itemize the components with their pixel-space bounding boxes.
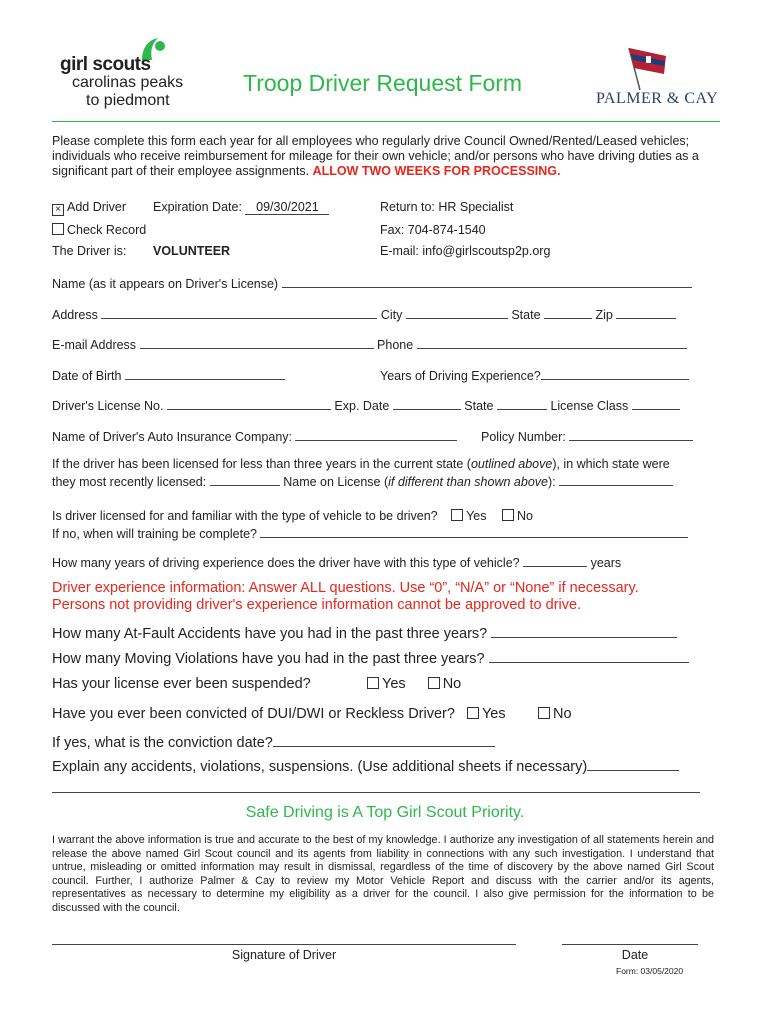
licensed-q1-italic: outlined above — [470, 457, 553, 471]
dui-no-checkbox[interactable] — [538, 707, 550, 719]
warrant-text: I warrant the above information is true and accurate to the best of my knowledge. I authorize any investigation of all statements herein and release the above named Girl Scout council and its agents from liability in connections with any such investigation. I understand that untrue, misleading or omitted information may result in dismissal, regardless of the time of discovery by the above named Girl Scout council. Further, I authorize Palmer & Cay to review my Motor Vehicle Report and discuss with the carrier and/or its agents, representatives as necessary to determine my eligibility as a driver for the council. I also give permission for the information to be discussed with the council. — [52, 834, 714, 914]
insurance-row — [52, 427, 457, 444]
violations-label: How many Moving Violations have you had in the past three years? — [52, 651, 485, 667]
policy-row — [481, 427, 693, 444]
check-record-label: Check Record — [67, 223, 147, 237]
exp-info-2: Persons not providing driver's experience information cannot be approved to drive. — [52, 597, 582, 613]
conviction-label: If yes, what is the conviction date? — [52, 735, 273, 751]
dob-label: Date of Birth — [52, 369, 122, 383]
name-label: Name (as it appears on Driver's License) — [52, 277, 279, 291]
email-label: E-mail Address — [52, 338, 137, 352]
name-on-license-label: Name on License ( — [283, 475, 389, 489]
suspended-row — [52, 676, 311, 692]
add-driver-row — [52, 200, 126, 216]
logo-line1: girl scouts — [60, 54, 151, 75]
dui-no-option — [538, 706, 572, 722]
flag-icon — [626, 46, 670, 92]
email-row — [52, 335, 687, 352]
palmer-cay-logo — [596, 46, 726, 116]
suspended-options — [367, 676, 461, 692]
form-date: Form: 03/05/2020 — [616, 966, 684, 976]
name-on-license-input[interactable] — [559, 472, 673, 486]
palmer-cay-text: PALMER & CAY — [596, 90, 719, 107]
accidents-label: How many At-Fault Accidents have you had in the past three years? — [52, 626, 488, 642]
logo-line3: to piedmont — [86, 92, 170, 109]
suspended-no-checkbox[interactable] — [428, 677, 440, 689]
intro-body: Please complete this form each year for all employees who regularly drive Council Owned/Rented/Leased vehicles; individuals who receive reimbursement for mileage for their own vehicle; and/or persons who have driving duties as a significant part of their employee assignments. — [52, 134, 699, 178]
suspended-label: Has your license ever been suspended? — [52, 676, 311, 692]
email-contact: E-mail: info@girlscoutsp2p.org — [380, 244, 551, 258]
licensed-q2-label: they most recently licensed: — [52, 475, 207, 489]
dui-row — [52, 706, 506, 722]
policy-input[interactable] — [569, 427, 693, 441]
license-class-label: License Class — [550, 399, 629, 413]
phone-label: Phone — [377, 338, 414, 352]
vehicle-yes-label: Yes — [466, 509, 487, 523]
expiration-label: Expiration Date: — [153, 200, 242, 214]
accidents-input[interactable] — [491, 622, 677, 638]
explain-label: Explain any accidents, violations, suspensions. (Use additional sheets if necessary) — [52, 759, 588, 775]
girl-scouts-logo — [58, 36, 198, 116]
explain-input[interactable] — [587, 755, 679, 771]
exp-date-input[interactable] — [393, 396, 461, 410]
licensed-q1-text: If the driver has been licensed for less than three years in the current state ( — [52, 457, 471, 471]
fax: Fax: 704-874-1540 — [380, 223, 486, 237]
zip-label: Zip — [595, 308, 613, 322]
explain-row — [52, 755, 679, 775]
expiration-row — [153, 200, 329, 215]
driver-is-label: The Driver is: — [52, 244, 127, 258]
name-on-license-end: ): — [547, 475, 556, 489]
dui-yes-checkbox[interactable] — [467, 707, 479, 719]
check-record-checkbox[interactable] — [52, 223, 64, 235]
driver-is-value[interactable]: VOLUNTEER — [153, 244, 231, 258]
years-exp-input[interactable] — [541, 366, 689, 380]
accidents-row — [52, 622, 677, 642]
insurance-label: Name of Driver's Auto Insurance Company: — [52, 430, 292, 444]
vehicle-no-label: No — [516, 509, 533, 523]
conviction-row — [52, 731, 495, 751]
date-label: Date — [621, 948, 649, 962]
address-input[interactable] — [101, 305, 377, 319]
safe-driving-heading: Safe Driving is A Top Girl Scout Priority. — [245, 804, 525, 821]
vehicle-q-row — [52, 509, 533, 523]
violations-input[interactable] — [489, 647, 689, 663]
exp-date-label: Exp. Date — [334, 399, 390, 413]
license-state-label: State — [464, 399, 494, 413]
vehicle-yes-checkbox[interactable] — [451, 509, 463, 521]
intro-text — [52, 134, 717, 179]
licensed-q1-end: ), in which state were — [552, 457, 670, 471]
dob-row — [52, 366, 285, 383]
licensed-state-input[interactable] — [210, 472, 280, 486]
zip-input[interactable] — [616, 305, 676, 319]
years-type-input[interactable] — [523, 553, 587, 567]
years-suffix: years — [590, 556, 622, 570]
date-line[interactable] — [562, 944, 698, 945]
name-row — [52, 274, 692, 291]
dui-no-label: No — [553, 706, 572, 722]
years-exp-row — [380, 366, 689, 383]
licensed-q2-row — [52, 472, 673, 489]
logo-line2: carolinas peaks — [72, 74, 184, 91]
header-divider — [52, 121, 720, 122]
dui-label: Have you ever been convicted of DUI/DWI or Reckless Driver? — [52, 706, 455, 722]
dob-input[interactable] — [125, 366, 285, 380]
suspended-yes-label: Yes — [382, 676, 406, 692]
license-class-input[interactable] — [632, 396, 680, 410]
name-input[interactable] — [282, 274, 692, 288]
license-row — [52, 396, 680, 413]
state-input[interactable] — [544, 305, 592, 319]
signature-label: Signature of Driver — [231, 948, 337, 962]
training-row — [52, 524, 688, 541]
years-type-row — [52, 553, 621, 570]
license-state-input[interactable] — [497, 396, 547, 410]
insurance-input[interactable] — [295, 427, 457, 441]
license-no-label: Driver's License No. — [52, 399, 164, 413]
conviction-input[interactable] — [273, 731, 495, 747]
suspended-yes-checkbox[interactable] — [367, 677, 379, 689]
city-label: City — [380, 308, 403, 322]
licensed-q1 — [52, 457, 670, 471]
expiration-value[interactable]: 09/30/2021 — [245, 200, 329, 215]
suspended-no-label: No — [442, 676, 462, 692]
name-on-license-italic: if different than shown above — [388, 475, 548, 489]
training-label: If no, when will training be complete? — [52, 527, 257, 541]
training-input[interactable] — [260, 524, 688, 538]
violations-row — [52, 647, 689, 667]
policy-label: Policy Number: — [481, 430, 566, 444]
address-row — [52, 305, 676, 322]
add-driver-label: Add Driver — [67, 200, 127, 214]
license-no-input[interactable] — [167, 396, 331, 410]
add-driver-checkbox[interactable]: × — [52, 204, 64, 216]
dui-yes-label: Yes — [481, 706, 506, 722]
vehicle-no-checkbox[interactable] — [502, 509, 514, 521]
explain-line-2[interactable] — [52, 792, 700, 793]
years-exp-label: Years of Driving Experience? — [380, 369, 541, 383]
return-to: Return to: HR Specialist — [380, 200, 514, 214]
city-input[interactable] — [406, 305, 508, 319]
phone-input[interactable] — [417, 335, 687, 349]
email-input[interactable] — [140, 335, 374, 349]
signature-line[interactable] — [52, 944, 516, 945]
exp-info-1: Driver experience information: Answer ALL questions. Use “0”, “N/A” or “None” if necessary. — [52, 580, 639, 596]
page-title: Troop Driver Request Form — [243, 70, 523, 96]
years-type-label: How many years of driving experience does the driver have with this type of vehicle? — [52, 556, 520, 570]
state-label: State — [511, 308, 541, 322]
address-label: Address — [52, 308, 98, 322]
vehicle-q-label: Is driver licensed for and familiar with the type of vehicle to be driven? — [52, 509, 438, 523]
check-record-row — [52, 223, 146, 237]
intro-alert: ALLOW TWO WEEKS FOR PROCESSING. — [312, 164, 561, 178]
